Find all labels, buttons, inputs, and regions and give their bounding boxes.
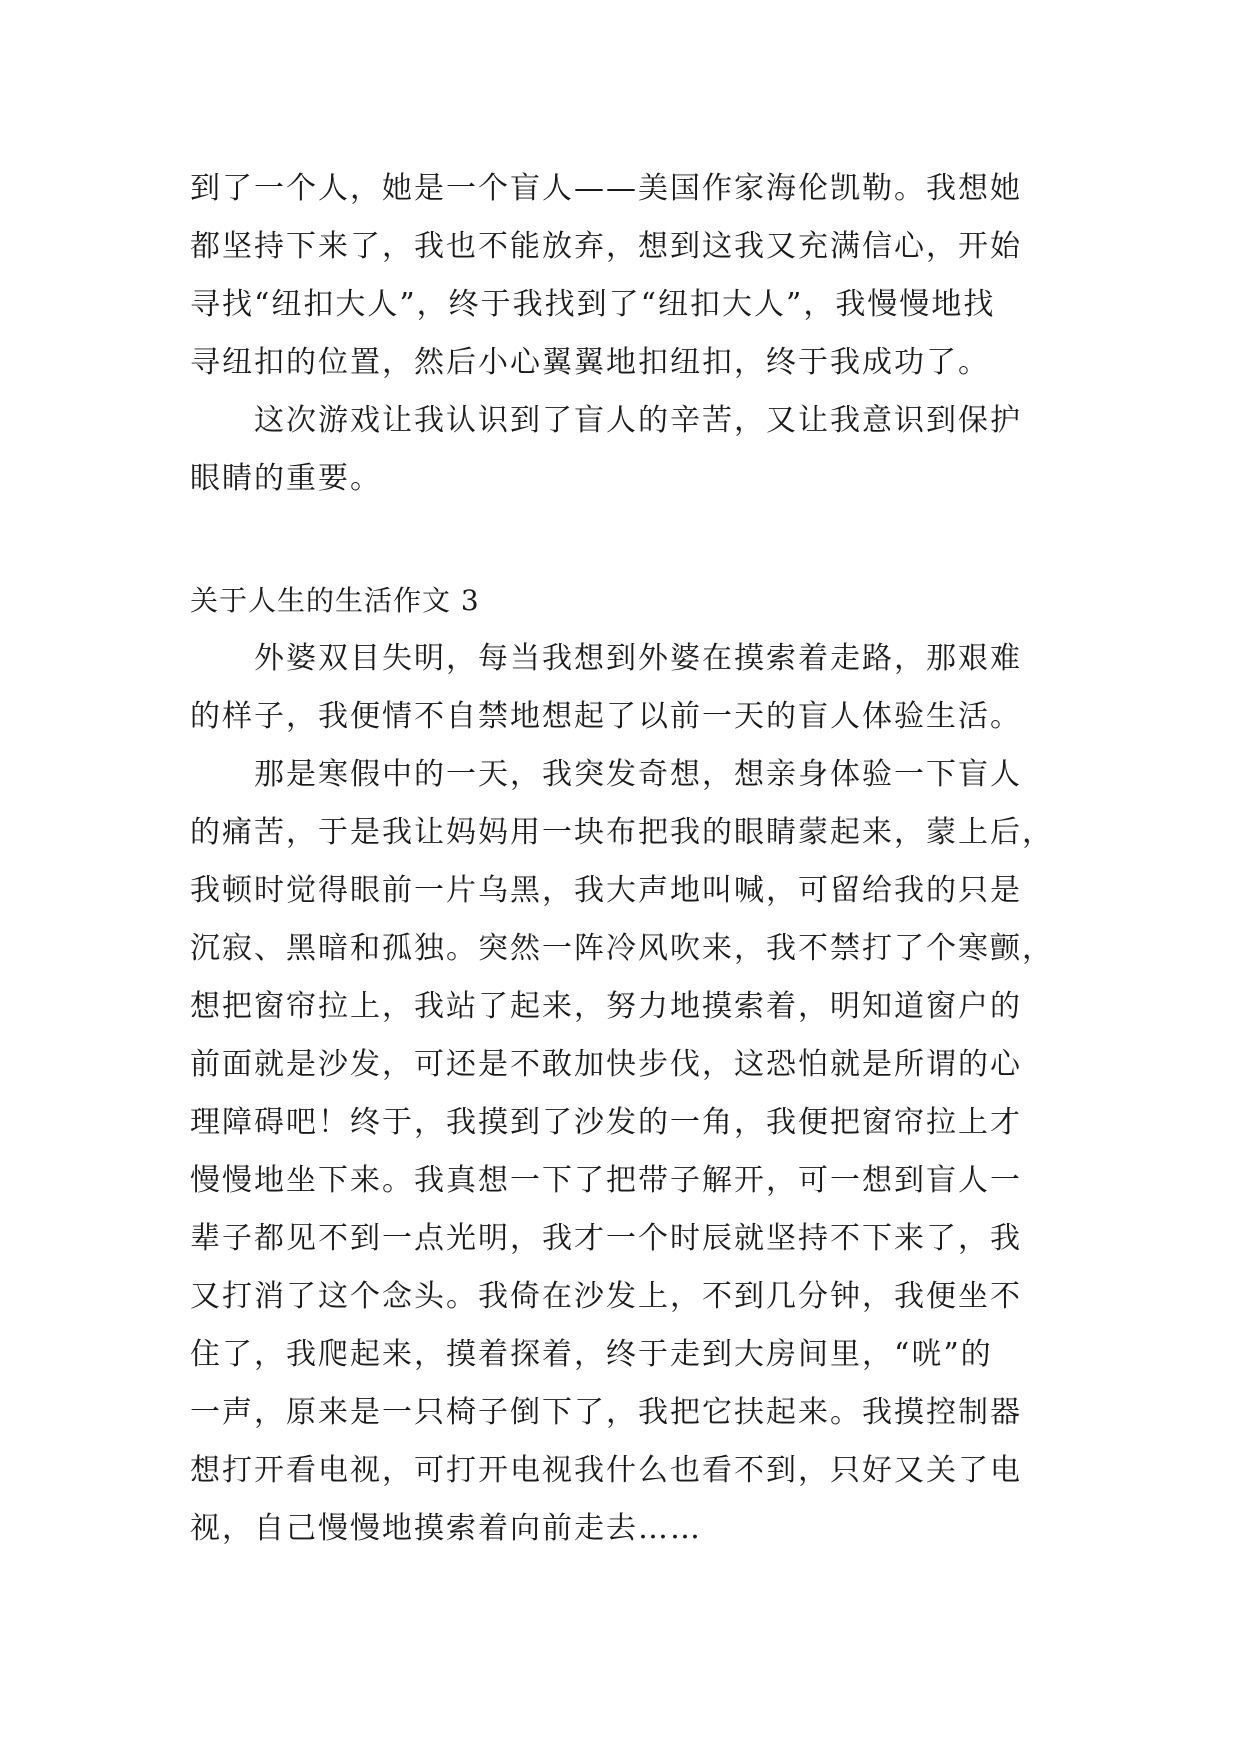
text-line: 一声，原来是一只椅子倒下了，我把它扶起来。我摸控制器 [190,1395,1022,1430]
text-line: 辈子都见不到一点光明，我才一个时辰就坚持不下来了，我 [190,1221,1022,1256]
text-line: 想打开看电视，可打开电视我什么也看不到，只好又关了电 [190,1453,1022,1488]
text-line: 想把窗帘拉上，我站了起来，努力地摸索着，明知道窗户的 [190,989,1022,1024]
text-line: 到了一个人，她是一个盲人——美国作家海伦凯勒。我想她 [190,171,1022,206]
text-line: 我顿时觉得眼前一片乌黑，我大声地叫喊，可留给我的只是 [190,873,1022,908]
text-line: 又打消了这个念头。我倚在沙发上，不到几分钟，我便坐不 [190,1279,1022,1314]
text-line: 眼睛的重要。 [190,461,382,496]
text-line: 寻纽扣的位置，然后小心翼翼地扣纽扣，终于我成功了。 [190,345,990,380]
text-line: 寻找“纽扣大人”，终于我找到了“纽扣大人”，我慢慢地找 [190,287,996,322]
text-line: 视，自己慢慢地摸索着向前走去…… [190,1511,702,1546]
text-line: 外婆双目失明，每当我想到外婆在摸索着走路，那艰难 [254,641,1022,676]
text-line: 前面就是沙发，可还是不敢加快步伐，这恐怕就是所谓的心 [190,1047,1022,1082]
text-line: 那是寒假中的一天，我突发奇想，想亲身体验一下盲人 [254,757,1022,792]
section-b [190,572,1054,1558]
text-line: 理障碍吧！终于，我摸到了沙发的一角，我便把窗帘拉上才 [190,1105,1022,1140]
section-title: 关于人生的生活作文 3 [190,584,480,617]
section-a [190,160,1022,508]
text-line: 这次游戏让我认识到了盲人的辛苦，又让我意识到保护 [254,403,1022,438]
text-line: 沉寂、黑暗和孤独。突然一阵冷风吹来，我不禁打了个寒颤， [190,931,1054,966]
text-line: 住了，我爬起来，摸着探着，终于走到大房间里，“咣”的 [190,1337,993,1372]
text-line: 都坚持下来了，我也不能放弃，想到这我又充满信心，开始 [190,229,1022,264]
text-line: 的痛苦，于是我让妈妈用一块布把我的眼睛蒙起来，蒙上后， [190,815,1054,850]
text-line: 慢慢地坐下来。我真想一下了把带子解开，可一想到盲人一 [190,1163,1022,1198]
text-line: 的样子，我便情不自禁地想起了以前一天的盲人体验生活。 [190,699,1022,734]
